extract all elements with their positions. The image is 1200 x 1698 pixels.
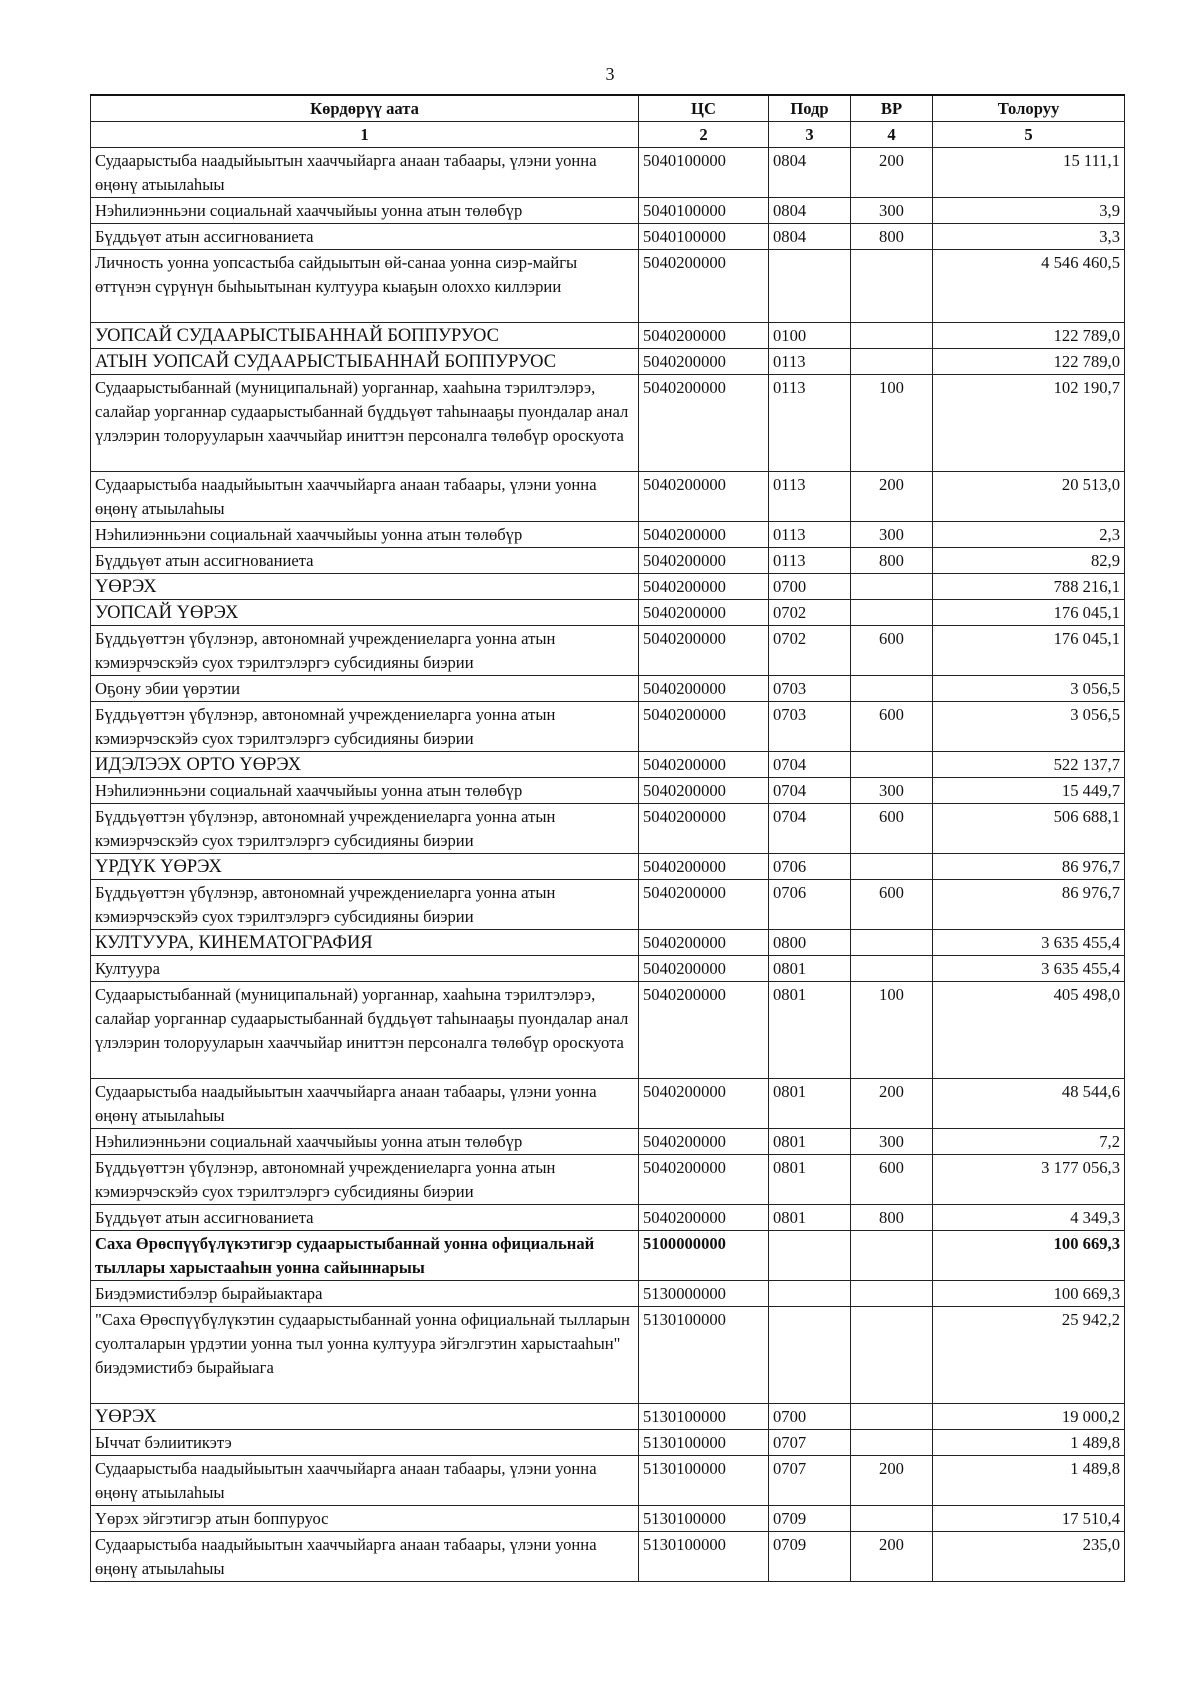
row-vr-code <box>851 600 933 626</box>
row-cs-code: 5040100000 <box>639 224 769 250</box>
table-row <box>91 854 1125 880</box>
row-cs-code: 5100000000 <box>639 1231 769 1281</box>
row-vr-code: 300 <box>851 522 933 548</box>
table-row <box>91 778 1125 804</box>
row-cs-code: 5040200000 <box>639 676 769 702</box>
row-cs-code: 5040200000 <box>639 956 769 982</box>
row-indicator-name: Судаарыстыба наадыйыытын хааччыйарга анаан табаары, үлэни уонна өңөнү атыылаһыы <box>91 1079 639 1129</box>
row-podr-code: 0113 <box>769 472 851 522</box>
row-podr-code: 0801 <box>769 1155 851 1205</box>
row-amount: 100 669,3 <box>933 1281 1125 1307</box>
row-amount: 86 976,7 <box>933 880 1125 930</box>
row-indicator-name: Судаарыстыбаннай (муниципальнай) уорганнар, хааһына тэрилтэлэрэ, салайар уорганнар судаарыстыбаннай бүддьүөт таһынааҕы пуондалар анал үлэлэрин толорууларын хааччыйар иниттэн персоналга төлөбүр ороскуота <box>91 982 639 1079</box>
row-indicator-name: Судаарыстыба наадыйыытын хааччыйарга анаан табаары, үлэни уонна өңөнү атыылаһыы <box>91 1456 639 1506</box>
row-vr-code <box>851 1307 933 1404</box>
row-vr-code: 800 <box>851 548 933 574</box>
row-indicator-name: Бүддьүөттэн үбүлэнэр, автономнай учреждениеларга уонна атын кэмиэрчэскэйэ суох тэрилтэлэргэ субсидияны биэрии <box>91 702 639 752</box>
row-amount: 122 789,0 <box>933 349 1125 375</box>
row-vr-code: 600 <box>851 702 933 752</box>
row-indicator-name: Судаарыстыба наадыйыытын хааччыйарга анаан табаары, үлэни уонна өңөнү атыылаһыы <box>91 1532 639 1582</box>
row-vr-code: 200 <box>851 148 933 198</box>
row-podr-code: 0800 <box>769 930 851 956</box>
row-indicator-name: Бүддьүөт атын ассигнованиета <box>91 1205 639 1231</box>
row-indicator-name: Бүддьүөт атын ассигнованиета <box>91 548 639 574</box>
table-row <box>91 804 1125 854</box>
table-row <box>91 548 1125 574</box>
column-number: 3 <box>769 122 851 148</box>
row-vr-code: 100 <box>851 982 933 1079</box>
row-podr-code: 0801 <box>769 1079 851 1129</box>
row-amount: 3,9 <box>933 198 1125 224</box>
row-indicator-name: Бүддьүөт атын ассигнованиета <box>91 224 639 250</box>
row-amount: 86 976,7 <box>933 854 1125 880</box>
row-vr-code: 800 <box>851 224 933 250</box>
row-indicator-name: Үөрэх эйгэтигэр атын боппуруос <box>91 1506 639 1532</box>
row-amount: 82,9 <box>933 548 1125 574</box>
row-vr-code <box>851 930 933 956</box>
row-vr-code <box>851 1231 933 1281</box>
column-number: 1 <box>91 122 639 148</box>
row-podr-code: 0801 <box>769 1205 851 1231</box>
row-podr-code <box>769 250 851 323</box>
row-podr-code: 0801 <box>769 1129 851 1155</box>
table-body <box>91 148 1125 1582</box>
row-amount: 4 546 460,5 <box>933 250 1125 323</box>
row-podr-code: 0709 <box>769 1532 851 1582</box>
row-indicator-name: КУЛТУУРА, КИНЕМАТОГРАФИЯ <box>91 930 639 956</box>
row-amount: 15 449,7 <box>933 778 1125 804</box>
column-number: 5 <box>933 122 1125 148</box>
row-amount: 176 045,1 <box>933 600 1125 626</box>
column-number-row <box>91 122 1125 148</box>
row-podr-code: 0704 <box>769 752 851 778</box>
row-podr-code: 0704 <box>769 804 851 854</box>
row-indicator-name: "Саха Өрөспүүбүлүкэтин судаарыстыбаннай уонна официальнай тылларын суолталарын үрдэтии уонна тыл уонна култуура эйгэлгэтин харыстааһын" биэдэмистибэ бырайыага <box>91 1307 639 1404</box>
row-cs-code: 5040200000 <box>639 349 769 375</box>
header-amount: Толоруу <box>933 95 1125 122</box>
row-amount: 100 669,3 <box>933 1231 1125 1281</box>
row-amount: 48 544,6 <box>933 1079 1125 1129</box>
row-podr-code: 0804 <box>769 198 851 224</box>
row-podr-code: 0706 <box>769 854 851 880</box>
row-indicator-name: Личность уонна уопсастыба сайдыытын өй-санаа уонна сиэр-майгы өттүнэн сүрүнүн быһыытынан култуура кыаҕын олоххо киллэрии <box>91 250 639 323</box>
row-amount: 235,0 <box>933 1532 1125 1582</box>
row-cs-code: 5130100000 <box>639 1404 769 1430</box>
row-cs-code: 5040200000 <box>639 522 769 548</box>
row-podr-code: 0801 <box>769 956 851 982</box>
table-row <box>91 930 1125 956</box>
row-amount: 19 000,2 <box>933 1404 1125 1430</box>
row-cs-code: 5040200000 <box>639 626 769 676</box>
row-podr-code: 0804 <box>769 148 851 198</box>
row-cs-code: 5040200000 <box>639 1155 769 1205</box>
row-amount: 1 489,8 <box>933 1456 1125 1506</box>
row-vr-code <box>851 854 933 880</box>
table-row <box>91 375 1125 472</box>
row-cs-code: 5040200000 <box>639 854 769 880</box>
row-indicator-name: УОПСАЙ ҮӨРЭХ <box>91 600 639 626</box>
row-vr-code <box>851 250 933 323</box>
row-cs-code: 5040200000 <box>639 702 769 752</box>
row-indicator-name: ҮӨРЭХ <box>91 574 639 600</box>
column-number: 2 <box>639 122 769 148</box>
row-vr-code: 100 <box>851 375 933 472</box>
row-amount: 17 510,4 <box>933 1506 1125 1532</box>
table-row <box>91 1430 1125 1456</box>
row-indicator-name: Судаарыстыба наадыйыытын хааччыйарга анаан табаары, үлэни уонна өңөнү атыылаһыы <box>91 472 639 522</box>
row-podr-code <box>769 1307 851 1404</box>
row-podr-code: 0700 <box>769 574 851 600</box>
row-amount: 4 349,3 <box>933 1205 1125 1231</box>
row-podr-code: 0113 <box>769 548 851 574</box>
row-cs-code: 5040100000 <box>639 198 769 224</box>
row-amount: 176 045,1 <box>933 626 1125 676</box>
row-amount: 3 635 455,4 <box>933 930 1125 956</box>
row-indicator-name: ҮРДҮК ҮӨРЭХ <box>91 854 639 880</box>
row-indicator-name: Оҕону эбии үөрэтии <box>91 676 639 702</box>
row-indicator-name: Биэдэмистибэлэр бырайыактара <box>91 1281 639 1307</box>
row-vr-code: 300 <box>851 1129 933 1155</box>
row-vr-code <box>851 1506 933 1532</box>
row-indicator-name: Бүддьүөттэн үбүлэнэр, автономнай учреждениеларга уонна атын кэмиэрчэскэйэ суох тэрилтэлэргэ субсидияны биэрии <box>91 1155 639 1205</box>
table-row <box>91 956 1125 982</box>
row-podr-code <box>769 1231 851 1281</box>
row-podr-code: 0100 <box>769 323 851 349</box>
row-podr-code: 0113 <box>769 349 851 375</box>
row-podr-code: 0113 <box>769 522 851 548</box>
row-vr-code: 200 <box>851 1079 933 1129</box>
table-row <box>91 676 1125 702</box>
row-amount: 20 513,0 <box>933 472 1125 522</box>
row-cs-code: 5130100000 <box>639 1307 769 1404</box>
page-number: 3 <box>605 64 615 84</box>
row-amount: 788 216,1 <box>933 574 1125 600</box>
row-podr-code: 0703 <box>769 676 851 702</box>
row-vr-code <box>851 676 933 702</box>
row-indicator-name: ИДЭЛЭЭХ ОРТО ҮӨРЭХ <box>91 752 639 778</box>
row-indicator-name: Нэһилиэнньэни социальнай хааччыйыы уонна атын төлөбүр <box>91 198 639 224</box>
row-vr-code: 300 <box>851 198 933 224</box>
table-row <box>91 224 1125 250</box>
row-vr-code: 200 <box>851 1456 933 1506</box>
header-vr: ВР <box>851 95 933 122</box>
row-vr-code <box>851 574 933 600</box>
table-row <box>91 472 1125 522</box>
table-row <box>91 752 1125 778</box>
table-row <box>91 148 1125 198</box>
table-row <box>91 1456 1125 1506</box>
row-amount: 25 942,2 <box>933 1307 1125 1404</box>
row-indicator-name: Судаарыстыба наадыйыытын хааччыйарга анаан табаары, үлэни уонна өңөнү атыылаһыы <box>91 148 639 198</box>
row-indicator-name: Култуура <box>91 956 639 982</box>
row-vr-code <box>851 349 933 375</box>
row-vr-code: 600 <box>851 880 933 930</box>
row-indicator-name: Судаарыстыбаннай (муниципальнай) уорганнар, хааһына тэрилтэлэрэ, салайар уорганнар судаарыстыбаннай бүддьүөт таһынааҕы пуондалар анал үлэлэрин толорууларын хааччыйар иниттэн персоналга төлөбүр ороскуота <box>91 375 639 472</box>
row-vr-code: 600 <box>851 1155 933 1205</box>
row-vr-code <box>851 1404 933 1430</box>
row-amount: 3,3 <box>933 224 1125 250</box>
row-vr-code: 300 <box>851 778 933 804</box>
row-cs-code: 5130000000 <box>639 1281 769 1307</box>
row-amount: 122 789,0 <box>933 323 1125 349</box>
row-cs-code: 5040200000 <box>639 375 769 472</box>
row-vr-code <box>851 1430 933 1456</box>
row-indicator-name: Бүддьүөттэн үбүлэнэр, автономнай учреждениеларга уонна атын кэмиэрчэскэйэ суох тэрилтэлэргэ субсидияны биэрии <box>91 626 639 676</box>
row-indicator-name: Саха Өрөспүүбүлүкэтигэр судаарыстыбаннай уонна официальнай тыллары харыстааһын уонна сайыннарыы <box>91 1231 639 1281</box>
table-row <box>91 1281 1125 1307</box>
row-podr-code: 0700 <box>769 1404 851 1430</box>
row-vr-code: 800 <box>851 1205 933 1231</box>
row-cs-code: 5040200000 <box>639 880 769 930</box>
header-podr: Подр <box>769 95 851 122</box>
table-row <box>91 1079 1125 1129</box>
row-amount: 7,2 <box>933 1129 1125 1155</box>
row-podr-code: 0709 <box>769 1506 851 1532</box>
row-podr-code: 0703 <box>769 702 851 752</box>
row-podr-code: 0702 <box>769 626 851 676</box>
row-podr-code: 0801 <box>769 982 851 1079</box>
header-row <box>91 95 1125 122</box>
row-podr-code: 0706 <box>769 880 851 930</box>
row-amount: 15 111,1 <box>933 148 1125 198</box>
row-cs-code: 5040200000 <box>639 250 769 323</box>
budget-table <box>90 94 1125 1582</box>
row-indicator-name: АТЫН УОПСАЙ СУДААРЫСТЫБАННАЙ БОППУРУОС <box>91 349 639 375</box>
table-row <box>91 323 1125 349</box>
row-amount: 506 688,1 <box>933 804 1125 854</box>
row-amount: 3 635 455,4 <box>933 956 1125 982</box>
row-amount: 3 056,5 <box>933 702 1125 752</box>
row-cs-code: 5040200000 <box>639 472 769 522</box>
row-cs-code: 5130100000 <box>639 1506 769 1532</box>
row-podr-code: 0804 <box>769 224 851 250</box>
row-cs-code: 5040200000 <box>639 752 769 778</box>
table-row <box>91 982 1125 1079</box>
row-cs-code: 5040200000 <box>639 1129 769 1155</box>
row-indicator-name: УОПСАЙ СУДААРЫСТЫБАННАЙ БОППУРУОС <box>91 323 639 349</box>
table-row <box>91 1506 1125 1532</box>
row-cs-code: 5040200000 <box>639 982 769 1079</box>
row-podr-code: 0707 <box>769 1456 851 1506</box>
table-row <box>91 250 1125 323</box>
row-indicator-name: Нэһилиэнньэни социальнай хааччыйыы уонна атын төлөбүр <box>91 1129 639 1155</box>
column-number: 4 <box>851 122 933 148</box>
row-vr-code: 200 <box>851 472 933 522</box>
row-amount: 1 489,8 <box>933 1430 1125 1456</box>
row-amount: 102 190,7 <box>933 375 1125 472</box>
row-cs-code: 5040100000 <box>639 148 769 198</box>
table-row <box>91 522 1125 548</box>
table-row <box>91 600 1125 626</box>
row-cs-code: 5130100000 <box>639 1532 769 1582</box>
table-row <box>91 880 1125 930</box>
row-podr-code <box>769 1281 851 1307</box>
row-cs-code: 5040200000 <box>639 1205 769 1231</box>
row-vr-code <box>851 1281 933 1307</box>
row-vr-code: 600 <box>851 626 933 676</box>
row-vr-code <box>851 752 933 778</box>
header-cs: ЦС <box>639 95 769 122</box>
row-cs-code: 5130100000 <box>639 1456 769 1506</box>
row-cs-code: 5040200000 <box>639 778 769 804</box>
row-indicator-name: Ыччат бэлиитикэтэ <box>91 1430 639 1456</box>
row-indicator-name: Нэһилиэнньэни социальнай хааччыйыы уонна атын төлөбүр <box>91 778 639 804</box>
row-cs-code: 5040200000 <box>639 930 769 956</box>
row-cs-code: 5040200000 <box>639 323 769 349</box>
header-indicator-name: Көрдөрүү аата <box>91 95 639 122</box>
row-indicator-name: Бүддьүөттэн үбүлэнэр, автономнай учреждениеларга уонна атын кэмиэрчэскэйэ суох тэрилтэлэргэ субсидияны биэрии <box>91 880 639 930</box>
table-row <box>91 1129 1125 1155</box>
row-amount: 405 498,0 <box>933 982 1125 1079</box>
row-podr-code: 0113 <box>769 375 851 472</box>
row-indicator-name: ҮӨРЭХ <box>91 1404 639 1430</box>
table-row <box>91 1231 1125 1281</box>
row-podr-code: 0707 <box>769 1430 851 1456</box>
row-podr-code: 0704 <box>769 778 851 804</box>
table-row <box>91 198 1125 224</box>
row-indicator-name: Бүддьүөттэн үбүлэнэр, автономнай учреждениеларга уонна атын кэмиэрчэскэйэ суох тэрилтэлэргэ субсидияны биэрии <box>91 804 639 854</box>
table-row <box>91 349 1125 375</box>
table-row <box>91 1307 1125 1404</box>
row-amount: 3 177 056,3 <box>933 1155 1125 1205</box>
row-vr-code <box>851 323 933 349</box>
row-cs-code: 5130100000 <box>639 1430 769 1456</box>
row-indicator-name: Нэһилиэнньэни социальнай хааччыйыы уонна атын төлөбүр <box>91 522 639 548</box>
table-row <box>91 1532 1125 1582</box>
row-amount: 2,3 <box>933 522 1125 548</box>
table-row <box>91 1404 1125 1430</box>
row-amount: 3 056,5 <box>933 676 1125 702</box>
table-row <box>91 574 1125 600</box>
row-podr-code: 0702 <box>769 600 851 626</box>
table-row <box>91 1155 1125 1205</box>
row-amount: 522 137,7 <box>933 752 1125 778</box>
row-cs-code: 5040200000 <box>639 600 769 626</box>
row-vr-code <box>851 956 933 982</box>
table-row <box>91 702 1125 752</box>
row-vr-code: 200 <box>851 1532 933 1582</box>
row-cs-code: 5040200000 <box>639 1079 769 1129</box>
table-row <box>91 1205 1125 1231</box>
row-cs-code: 5040200000 <box>639 804 769 854</box>
row-cs-code: 5040200000 <box>639 548 769 574</box>
table-row <box>91 626 1125 676</box>
row-cs-code: 5040200000 <box>639 574 769 600</box>
row-vr-code: 600 <box>851 804 933 854</box>
